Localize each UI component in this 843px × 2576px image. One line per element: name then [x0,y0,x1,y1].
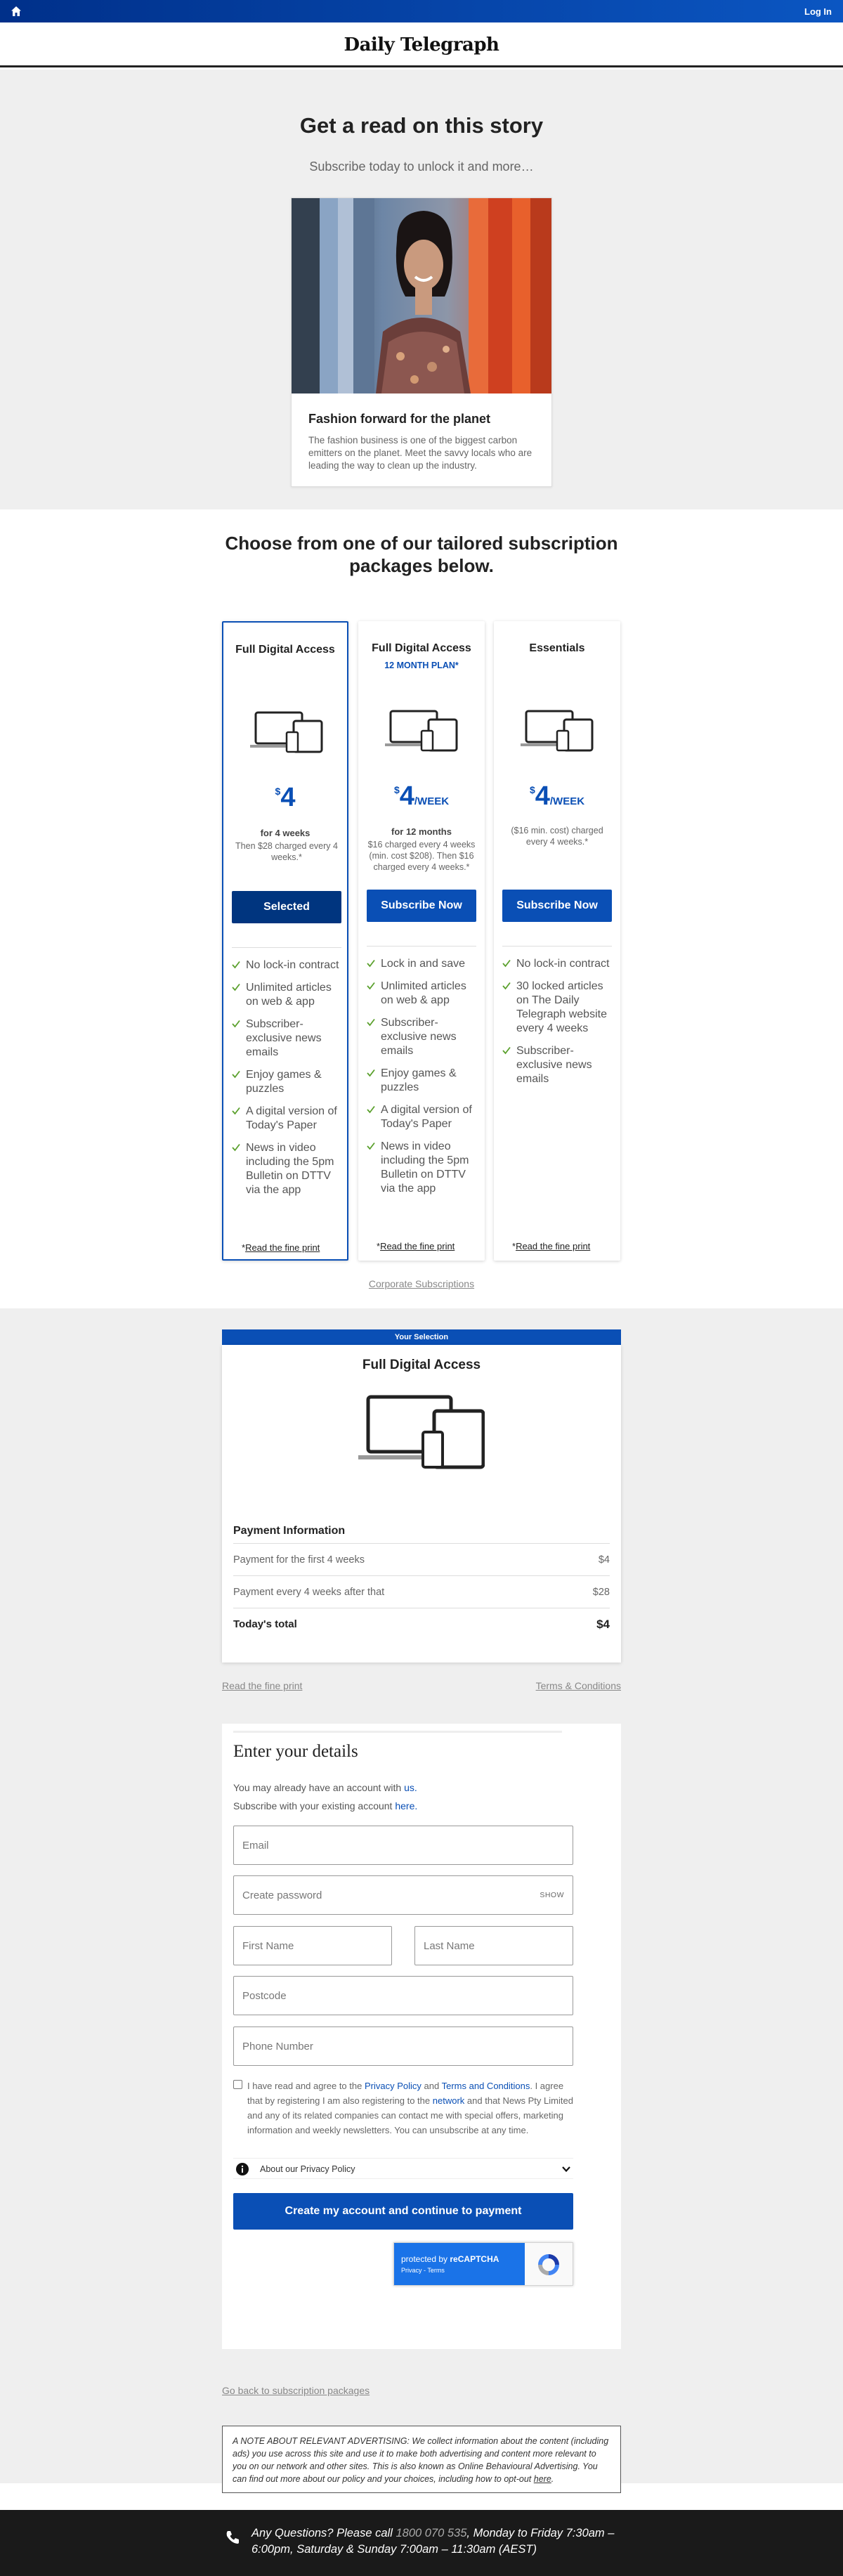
devices-icon [250,711,323,753]
plan-term: for 12 months [391,826,452,837]
plan-term-description: ($16 min. cost) charged every 4 weeks.* [511,826,603,847]
fine-print-link[interactable]: Read the fine print [516,1241,591,1251]
fine-print-link[interactable]: Read the fine print [222,1680,303,1691]
fine-print: *Read the fine print [512,1241,591,1251]
first-name-field[interactable] [233,1926,392,1965]
login-link[interactable]: Log In [804,6,832,17]
top-bar [0,0,843,22]
story-card [291,197,552,487]
plan-card-full-digital[interactable] [222,621,348,1261]
check-icon [232,1070,240,1079]
selected-plan-name: Full Digital Access [362,1358,481,1372]
check-icon [232,1107,240,1115]
us-link[interactable]: us. [404,1782,417,1793]
story-image [292,198,551,393]
footer-help [0,2510,843,2576]
network-link[interactable]: network [432,2095,465,2106]
privacy-accordion-label: About our Privacy Policy [260,2164,355,2174]
plan-term: for 4 weeks [260,828,311,838]
details-form [222,1724,621,2349]
terms-link[interactable]: Terms and Conditions [441,2081,530,2091]
feature-list [367,957,481,1204]
check-icon [232,983,240,991]
feature-item: Unlimited articles on web & app [232,981,346,1009]
devices-icon [521,710,594,752]
feature-item: Subscriber-exclusive news emails [502,1044,616,1086]
last-name-input[interactable] [415,1927,573,1965]
phone-number[interactable]: 1800 070 535 [396,2527,467,2539]
paywall-hero [0,70,843,509]
agreement-text: I have read and agree to the Privacy Policy and Terms and Conditions. I agree that by registering I am also registering to the network and that News Pty Limited and any of its related companies can contact me with special offers, marketing information and weekly newsletters. You can unsubscribe at any time. [247,2081,573,2135]
payment-info-title: Payment Information [233,1525,346,1537]
plan-price: $4/WEEK [529,781,585,811]
divider [367,946,476,947]
privacy-policy-accordion[interactable] [233,2158,573,2179]
password-field[interactable] [233,1875,573,1915]
plan-card-essentials[interactable] [494,621,620,1261]
plan-price: $4 [275,783,296,812]
terms-agreement [233,2079,573,2138]
fine-print-link[interactable]: Read the fine print [380,1241,455,1251]
plan-card-12-month[interactable] [358,621,485,1261]
plan-term-description: Then $28 charged every 4 weeks.* [235,841,338,862]
check-icon [367,1142,375,1150]
agree-checkbox[interactable] [233,2080,242,2089]
your-selection-header: Your Selection [222,1329,621,1345]
feature-item: No lock-in contract [502,957,616,971]
home-icon[interactable] [10,5,22,18]
info-icon [236,2163,249,2175]
last-name-field[interactable] [414,1926,573,1965]
details-title: Enter your details [233,1742,358,1761]
account-hint: You may already have an account with us. Subscribe with your existing account here. [233,1782,418,1811]
phone-field[interactable] [233,2027,573,2066]
fine-print: *Read the fine print [377,1241,455,1251]
feature-list [502,957,616,1095]
recaptcha-icon [535,2251,563,2278]
chevron-down-icon [562,2166,570,2173]
check-icon [502,1046,511,1055]
feature-item: Unlimited articles on web & app [367,980,481,1008]
first-name-input[interactable] [234,1927,391,1965]
subscribe-now-button[interactable]: Subscribe Now [502,890,612,922]
check-icon [232,1143,240,1152]
corporate-subscriptions-link[interactable]: Corporate Subscriptions [368,1278,475,1289]
feature-list [232,958,346,1206]
here-link[interactable]: here. [395,1800,418,1811]
site-logo[interactable]: Daily Telegraph [344,34,499,56]
show-password-toggle[interactable]: SHOW [540,1891,564,1899]
postcode-field[interactable] [233,1976,573,2015]
plan-name: Full Digital Access [235,644,335,656]
recaptcha-text: protected by reCAPTCHA Privacy - Terms [394,2243,525,2285]
paywall-title: Get a read on this story [299,113,544,138]
plan-name: Full Digital Access [372,642,471,654]
payment-total-row: Today's total $4 [233,1608,610,1640]
postcode-input[interactable] [234,1977,573,2015]
feature-item: News in video including the 5pm Bulletin on DTTV via the app [232,1141,346,1197]
feature-item: Lock in and save [367,957,481,971]
check-icon [367,1105,375,1114]
devices-icon [385,710,458,752]
phone-icon [225,2530,240,2545]
subscribe-now-button[interactable]: Subscribe Now [367,890,476,922]
create-account-button[interactable]: Create my account and continue to payment [233,2193,573,2230]
selection-links [222,1680,621,1691]
feature-item: A digital version of Today's Paper [367,1103,481,1131]
feature-item: Enjoy games & puzzles [367,1067,481,1095]
plan-name: Essentials [529,642,585,654]
check-icon [367,982,375,990]
divider [233,1731,562,1733]
check-icon [502,959,511,968]
feature-item: Subscriber-exclusive news emails [367,1016,481,1058]
feature-item: Subscriber-exclusive news emails [232,1017,346,1060]
divider [502,946,612,947]
story-headline: Fashion forward for the planet [308,412,491,426]
recaptcha-badge[interactable] [393,2242,573,2286]
privacy-policy-link[interactable]: Privacy Policy [364,2081,422,2091]
payment-row: Payment every 4 weeks after that $28 [233,1575,610,1608]
password-input[interactable] [234,1876,573,1914]
packages-title: Choose from one of our tailored subscription packages below. [225,533,618,576]
check-icon [502,982,511,990]
email-input[interactable] [234,1826,573,1864]
opt-out-link[interactable]: here [533,2474,551,2484]
check-icon [232,1020,240,1028]
payment-row: Payment for the first 4 weeks $4 [233,1543,610,1575]
back-to-packages-link[interactable]: Go back to subscription packages [222,2385,370,2396]
feature-item: No lock-in contract [232,958,346,972]
story-summary: The fashion business is one of the biggest carbon emitters on the planet. Meet the savvy locals who are leading the way to clean up the industry. [308,435,532,471]
selected-button[interactable]: Selected [232,891,341,923]
feature-item: 30 locked articles on The Daily Telegraph website every 4 weeks [502,980,616,1036]
paywall-subtitle: Subscribe today to unlock it and more… [309,160,534,174]
check-icon [367,1018,375,1027]
email-field[interactable] [233,1826,573,1865]
plan-term-description: $16 charged every 4 weeks (min. cost $208). Then $16 charged every 4 weeks.* [367,840,476,872]
check-icon [367,1069,375,1077]
plan-price: $4/WEEK [393,781,450,811]
feature-item: News in video including the 5pm Bulletin on DTTV via the app [367,1140,481,1196]
contact-text: Any Questions? Please call 1800 070 535, Monday to Friday 7:30am – 6:00pm, Saturday & Sunday 7:00am – 11:30am (AEST) [251,2527,615,2556]
feature-item: A digital version of Today's Paper [232,1105,346,1133]
plan-note: 12 MONTH PLAN* [384,661,459,670]
check-icon [232,961,240,969]
devices-icon [358,1394,485,1470]
fine-print: *Read the fine print [242,1242,320,1253]
fine-print-link[interactable]: Read the fine print [245,1242,320,1253]
check-icon [367,959,375,968]
divider [232,947,341,948]
phone-input[interactable] [234,2027,573,2065]
advertising-notice: A NOTE ABOUT RELEVANT ADVERTISING: We collect information about the content (including ads) you use across this site and use it to make both advertising and content more relevant to you on our network and other sites. This is also known as Online Behavioural Advertising. You can find out more about our policy and your choices, including how to opt-out here. [222,2426,621,2493]
selection-panel [222,1345,621,1663]
feature-item: Enjoy games & puzzles [232,1068,346,1096]
masthead [0,22,843,67]
terms-conditions-link[interactable]: Terms & Conditions [535,1680,621,1691]
